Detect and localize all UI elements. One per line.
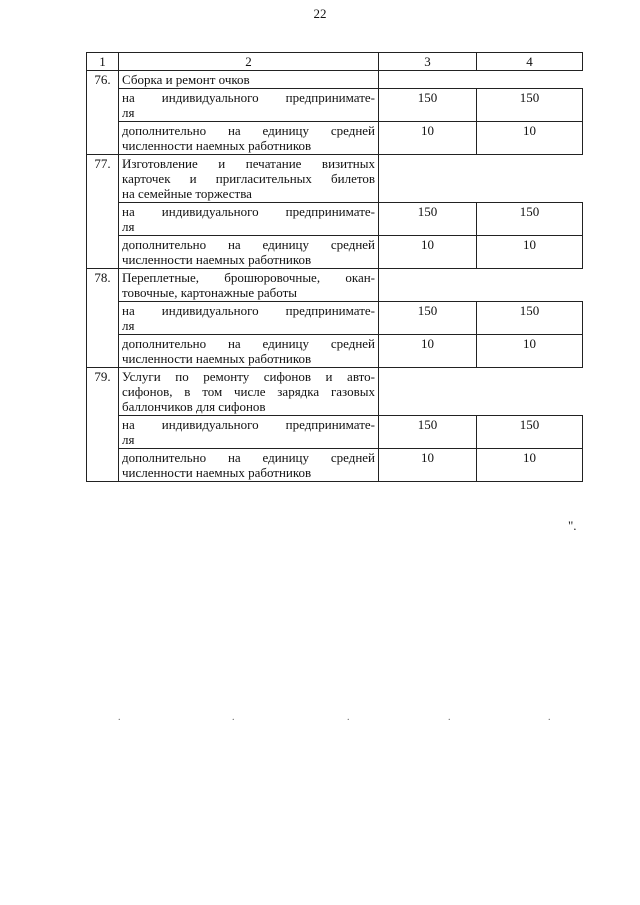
row-description [119, 236, 379, 269]
header-col-1: 1 [87, 53, 119, 71]
empty-cell [379, 368, 583, 416]
header-row [87, 53, 583, 71]
value-col-3: 10 [379, 335, 477, 368]
row-description [119, 122, 379, 155]
cell-text-line: карточек и пригласительных билетов [122, 171, 375, 186]
value-col-3: 10 [379, 122, 477, 155]
cell-text-line: численности наемных работников [122, 252, 312, 267]
cell-text-line: дополнительно на единицу средней [122, 450, 375, 465]
closing-quote-mark: ". [568, 518, 577, 533]
cell-text-line: численности наемных работников [122, 138, 312, 153]
value-col-4: 10 [477, 449, 583, 482]
header-col-2: 2 [119, 53, 379, 71]
cell-text-line: на индивидуального предпринимате- [122, 90, 375, 105]
row-description [119, 89, 379, 122]
group-title-row [87, 269, 583, 302]
row-description [119, 449, 379, 482]
cell-text-line: Услуги по ремонту сифонов и авто- [122, 369, 375, 384]
group-title [119, 368, 379, 416]
value-col-4: 150 [477, 89, 583, 122]
cell-text-line: Переплетные, брошюровочные, окан- [122, 270, 375, 285]
row-description [119, 203, 379, 236]
group-title [119, 155, 379, 203]
scan-dot: . [118, 712, 121, 723]
item-number: 78. [87, 269, 119, 368]
scan-dot: . [232, 712, 235, 723]
page-number: 22 [313, 6, 327, 21]
item-number: 77. [87, 155, 119, 269]
scan-dot: . [347, 712, 350, 723]
value-col-3: 150 [379, 302, 477, 335]
row-description [119, 416, 379, 449]
table-row [87, 122, 583, 155]
cell-text-line: на индивидуального предпринимате- [122, 204, 375, 219]
table-row [87, 89, 583, 122]
header-col-4: 4 [477, 53, 583, 71]
cell-text-line: на индивидуального предпринимате- [122, 417, 375, 432]
scan-dot: . [448, 712, 451, 723]
row-description [119, 335, 379, 368]
group-title-row [87, 368, 583, 416]
value-col-4: 150 [477, 302, 583, 335]
cell-text-line: ля [122, 105, 135, 120]
value-col-3: 150 [379, 416, 477, 449]
value-col-4: 10 [477, 122, 583, 155]
cell-text-line: ля [122, 219, 135, 234]
group-title [119, 71, 379, 89]
scan-dot: . [548, 712, 551, 723]
cell-text-line: баллончиков для сифонов [122, 399, 266, 414]
value-col-3: 10 [379, 236, 477, 269]
value-col-3: 150 [379, 89, 477, 122]
cell-text-line: Изготовление и печатание визитных [122, 156, 375, 171]
cell-text-line: дополнительно на единицу средней [122, 336, 375, 351]
cell-text-line: численности наемных работников [122, 351, 312, 366]
item-number: 79. [87, 368, 119, 482]
header-col-3: 3 [379, 53, 477, 71]
value-col-4: 150 [477, 416, 583, 449]
value-col-4: 10 [477, 236, 583, 269]
empty-cell [379, 155, 583, 203]
cell-text-line: ля [122, 432, 135, 447]
table-row [87, 236, 583, 269]
table-row [87, 416, 583, 449]
table-row [87, 449, 583, 482]
cell-text-line: ля [122, 318, 135, 333]
group-title-row [87, 71, 583, 89]
table-row [87, 302, 583, 335]
services-table [86, 52, 583, 482]
value-col-4: 10 [477, 335, 583, 368]
empty-cell [379, 269, 583, 302]
cell-text-line: дополнительно на единицу средней [122, 237, 375, 252]
value-col-3: 10 [379, 449, 477, 482]
group-title [119, 269, 379, 302]
empty-cell [379, 71, 583, 89]
cell-text-line: на семейные торжества [122, 186, 252, 201]
table-row [87, 203, 583, 236]
value-col-4: 150 [477, 203, 583, 236]
cell-text-line: Сборка и ремонт очков [122, 72, 250, 87]
cell-text-line: товочные, картонажные работы [122, 285, 297, 300]
cell-text-line: численности наемных работников [122, 465, 312, 480]
row-description [119, 302, 379, 335]
cell-text-line: сифонов, в том числе зарядка газовых [122, 384, 375, 399]
cell-text-line: дополнительно на единицу средней [122, 123, 375, 138]
item-number: 76. [87, 71, 119, 155]
cell-text-line: на индивидуального предпринимате- [122, 303, 375, 318]
group-title-row [87, 155, 583, 203]
table-row [87, 335, 583, 368]
value-col-3: 150 [379, 203, 477, 236]
